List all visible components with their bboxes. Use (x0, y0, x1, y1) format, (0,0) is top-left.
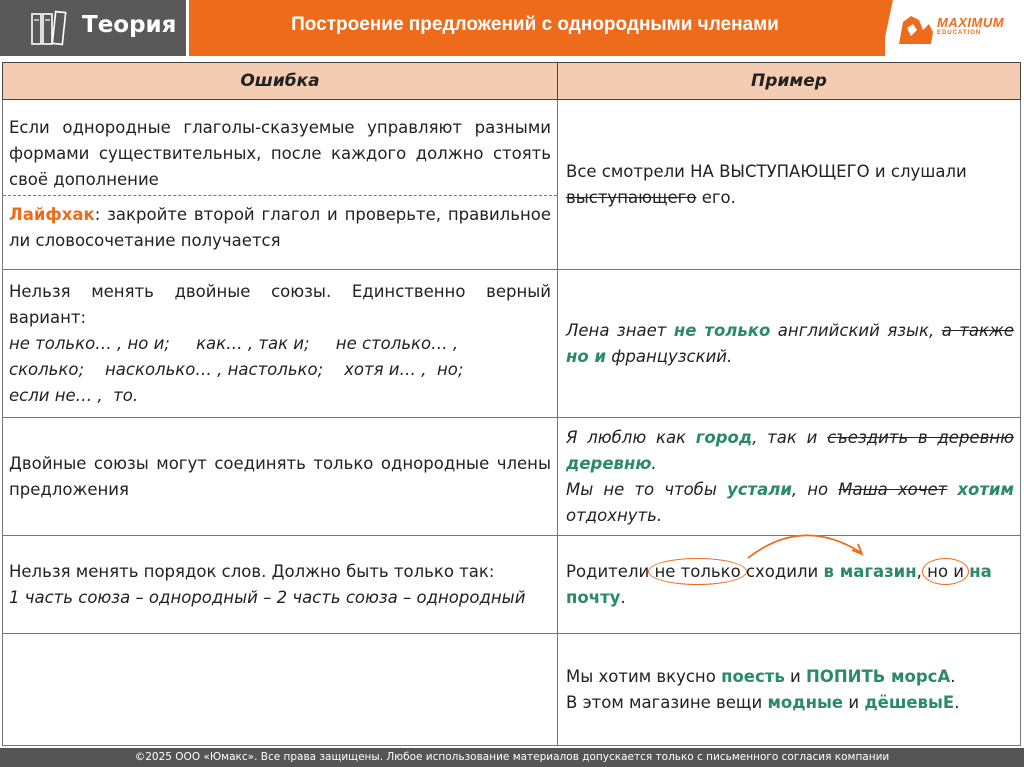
highlight: поесть (721, 666, 785, 686)
logo-wordmark: MAXIMUM (937, 15, 1005, 30)
highlight: устали (727, 479, 792, 499)
example-text: французский. (606, 346, 733, 366)
rule-text: Нельзя менять порядок слов. Должно быть только так: (9, 561, 495, 581)
highlight: деревню (566, 453, 652, 473)
lifehack-label: Лайфхак (9, 205, 95, 224)
example-line (566, 477, 1014, 529)
rule-text: Нельзя менять двойные союзы. Единственно верный вариант: (9, 281, 551, 327)
highlight: модные (767, 692, 844, 712)
struck-word: выступающего (566, 187, 697, 207)
example-text: В этом магазине вещи (566, 692, 768, 712)
highlight: не только (673, 320, 771, 340)
books-icon (30, 10, 68, 46)
column-header-error: Ошибка (3, 63, 558, 100)
example-text: , (916, 561, 928, 581)
example-text: и (784, 666, 806, 686)
rule-pattern: 1 часть союза – однородный – 2 часть союза – однородный (9, 587, 526, 607)
example-cell (558, 634, 1021, 746)
highlight: на почту (566, 561, 992, 607)
error-cell (3, 270, 558, 418)
error-cell (3, 536, 558, 634)
table-row (3, 100, 1021, 270)
example-text: Я люблю как (566, 427, 696, 447)
example-cell (558, 418, 1021, 536)
example-text: . (651, 453, 657, 473)
word-order-arrow-icon (742, 524, 882, 564)
table-row (3, 634, 1021, 746)
highlight: в магазин (823, 561, 917, 581)
example-cell (558, 100, 1021, 270)
example-text: Родители (566, 561, 655, 581)
highlight: ПОПИТЬ морсА (806, 666, 951, 686)
logo-subtitle: EDUCATION (937, 30, 982, 36)
example-text (947, 480, 957, 499)
page-title: Построение предложений с однородными членами (291, 14, 779, 35)
example-line (566, 664, 1014, 690)
example-text: Мы не то чтобы (566, 479, 727, 499)
struck-word: а также (941, 320, 1014, 340)
highlight: хотим (957, 479, 1014, 499)
circle-mark (648, 558, 746, 585)
table-header-row (3, 63, 1021, 100)
example-text: . (954, 692, 960, 712)
conjunction-list: не только… , но и; как… , так и; не столько… , (9, 333, 459, 353)
example-text: но и (927, 561, 965, 581)
rule-text: Если однородные глаголы-сказуемые управляют разными формами существительных, после каждого должно стоять своё дополнение (9, 118, 551, 189)
header-bar (0, 0, 1024, 56)
example-text: Все смотрели НА ВЫСТУПАЮЩЕГО и слушали (566, 161, 967, 181)
conjunction-list: сколько; насколько… , настолько; хотя и… , но; (9, 359, 464, 379)
example-text: отдохнуть. (566, 505, 663, 525)
circled-conjunction (927, 562, 964, 581)
error-cell: Двойные союзы могут соединять только однородные члены предложения (3, 418, 558, 536)
highlight: но и (566, 346, 607, 366)
example-text: . (620, 587, 626, 607)
example-text: Мы хотим вкусно (566, 666, 722, 686)
example-cell (558, 270, 1021, 418)
example-text: . (950, 666, 956, 686)
circled-conjunction (654, 562, 740, 581)
example-line (566, 690, 1014, 716)
circle-mark (922, 558, 969, 585)
lifehack-text (3, 195, 557, 254)
conjunction-list: если не… , то. (9, 385, 139, 405)
table-row (3, 270, 1021, 418)
table-row (3, 418, 1021, 536)
example-text: сходили (740, 561, 824, 581)
highlight: город (695, 427, 753, 447)
example-text: английский язык, (770, 320, 942, 340)
example-text: , так и (752, 427, 828, 447)
section-title: Теория (82, 12, 177, 38)
column-header-example: Пример (558, 63, 1021, 100)
example-text: не только (654, 561, 741, 581)
example-text: и (843, 692, 865, 712)
error-cell (3, 100, 558, 270)
error-cell (3, 634, 558, 746)
struck-word: Маша хочет (838, 479, 948, 499)
highlight: дёшевыЕ (864, 692, 955, 712)
lifehack-body: : закройте второй глагол и проверьте, правильное ли словосочетание получается (9, 205, 551, 250)
example-line (566, 425, 1014, 477)
example-text: Лена знает (566, 320, 674, 340)
footer-copyright: ©2025 ООО «Юмакс». Все права защищены. Любое использование материалов допускается только с письменного согласия компании (0, 748, 1024, 767)
example-text: его. (696, 187, 736, 207)
rules-table (2, 62, 1021, 746)
example-text: , но (791, 479, 839, 499)
struck-word: съездить в деревню (827, 427, 1014, 447)
